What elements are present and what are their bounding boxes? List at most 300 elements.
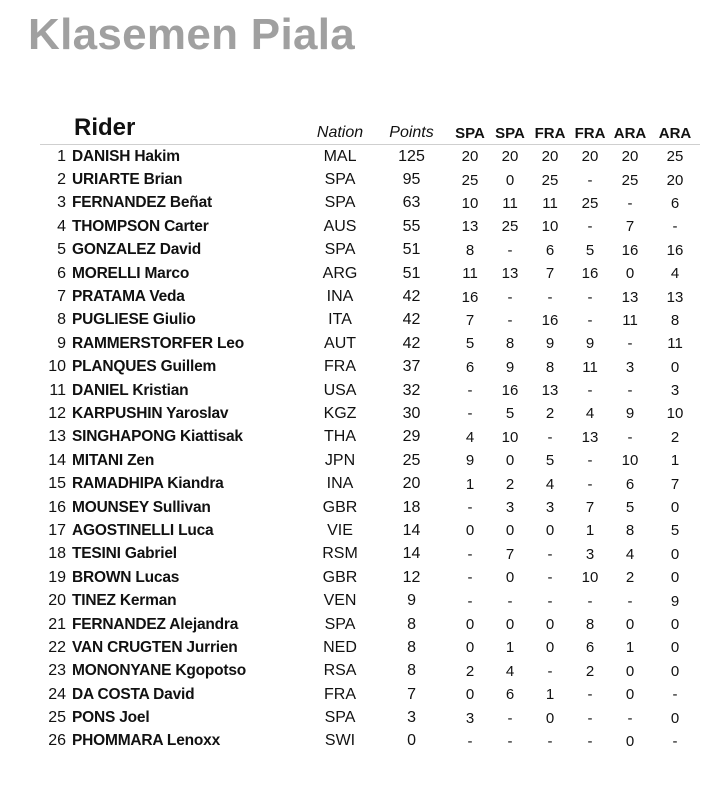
rider-name-cell: BROWN Lucas <box>72 568 180 586</box>
points-column-header: Points <box>373 112 450 145</box>
race-result-cell: - <box>587 686 593 704</box>
points-cell: 8 <box>407 638 416 656</box>
race-result-cell: 7 <box>465 311 475 329</box>
nation-cell: GBR <box>322 568 358 586</box>
race-result-cell: - <box>587 709 593 727</box>
nation-cell: FRA <box>324 685 357 703</box>
race-column-header: ARA <box>650 112 700 145</box>
race-result-cell: 0 <box>625 732 635 750</box>
rider-name-cell: MITANI Zen <box>72 451 155 469</box>
points-cell: 37 <box>402 358 421 376</box>
nation-cell: SPA <box>324 615 356 633</box>
race-result-cell: 6 <box>625 475 635 493</box>
race-result-cell: 5 <box>505 405 515 423</box>
points-cell: 18 <box>402 498 421 516</box>
race-result-cell: - <box>672 732 678 750</box>
race-result-cell: 0 <box>505 616 515 633</box>
rider-name-cell: FERNANDEZ Alejandra <box>72 615 239 633</box>
race-result-cell: 5 <box>465 335 475 353</box>
race-result-cell: 25 <box>581 194 599 212</box>
race-result-cell: 8 <box>585 616 595 633</box>
points-cell: 29 <box>402 428 421 446</box>
race-result-cell: 4 <box>545 475 555 493</box>
race-result-cell: 0 <box>670 569 680 587</box>
race-result-cell: 11 <box>542 194 558 212</box>
race-result-cell: 0 <box>505 171 515 189</box>
table-row <box>40 589 700 612</box>
race-result-cell: - <box>547 592 553 610</box>
race-result-cell: 0 <box>670 709 680 727</box>
table-row <box>40 543 700 566</box>
race-result-cell: 0 <box>625 662 635 680</box>
nation-cell: INA <box>326 288 354 306</box>
race-result-cell: 9 <box>505 358 515 376</box>
points-cell: 42 <box>402 288 421 306</box>
race-result-cell: 0 <box>670 358 680 376</box>
race-result-cell: 7 <box>505 545 515 563</box>
points-cell: 42 <box>402 311 421 329</box>
rider-name-cell: DA COSTA David <box>72 685 195 703</box>
race-result-cell: 8 <box>505 335 515 353</box>
table-row <box>40 262 700 285</box>
rider-name-cell: DANISH Hakim <box>72 147 180 165</box>
race-result-cell: 8 <box>545 358 555 376</box>
race-result-cell: 11 <box>462 265 478 283</box>
table-row <box>40 402 700 425</box>
table-row <box>40 379 700 402</box>
rider-name-cell: PUGLIESE Giulio <box>72 311 196 329</box>
race-result-cell: 0 <box>625 616 635 633</box>
race-result-cell: 7 <box>625 218 635 236</box>
race-result-cell: 9 <box>625 405 635 423</box>
race-result-cell: - <box>467 732 473 750</box>
rider-name-cell: PRATAMA Veda <box>72 288 185 306</box>
race-result-cell: 11 <box>622 311 638 329</box>
race-result-cell: 20 <box>621 148 639 166</box>
race-result-cell: 0 <box>670 616 680 633</box>
nation-cell: SPA <box>324 171 356 189</box>
race-result-cell: 10 <box>621 452 639 470</box>
rider-name-cell: GONZALEZ David <box>72 241 201 259</box>
race-result-cell: - <box>467 499 473 517</box>
race-result-cell: - <box>587 382 593 400</box>
nation-cell: AUS <box>323 217 357 235</box>
position-cell: 11 <box>49 381 66 399</box>
points-cell: 8 <box>407 615 416 633</box>
race-result-cell: 0 <box>465 686 475 704</box>
race-result-cell: 3 <box>465 709 475 727</box>
race-result-cell: 1 <box>465 475 475 493</box>
race-result-cell: 9 <box>545 335 555 353</box>
race-result-cell: 8 <box>465 241 475 259</box>
race-result-cell: 11 <box>502 194 518 212</box>
nation-cell: ITA <box>328 311 352 329</box>
race-result-cell: 4 <box>585 405 595 423</box>
position-cell: 22 <box>48 638 66 656</box>
race-result-cell: 25 <box>621 171 639 189</box>
race-result-cell: 8 <box>625 522 635 540</box>
points-cell: 51 <box>402 264 421 282</box>
race-result-cell: 8 <box>670 311 680 329</box>
race-result-cell: 1 <box>545 686 555 704</box>
race-result-cell: 2 <box>585 662 595 680</box>
race-result-cell: - <box>507 732 513 750</box>
race-result-cell: - <box>587 452 593 470</box>
race-result-cell: 16 <box>541 311 559 329</box>
position-cell: 1 <box>57 147 66 165</box>
nation-cell: RSA <box>323 662 357 680</box>
table-row <box>40 192 700 215</box>
race-result-cell: 13 <box>461 218 479 236</box>
race-result-cell: 13 <box>501 265 519 283</box>
race-result-cell: - <box>507 241 513 259</box>
points-cell: 3 <box>407 709 416 727</box>
race-result-cell: - <box>467 545 473 563</box>
race-result-cell: - <box>627 428 633 446</box>
position-cell: 20 <box>48 592 66 610</box>
rider-name-cell: TESINI Gabriel <box>72 545 177 563</box>
race-result-cell: 13 <box>621 288 639 306</box>
race-result-cell: - <box>627 592 633 610</box>
race-column-header: FRA <box>530 112 570 145</box>
nation-cell: RSM <box>322 545 358 563</box>
race-result-cell: 2 <box>505 475 515 493</box>
nation-cell: MAL <box>323 147 357 165</box>
race-result-cell: - <box>547 288 553 306</box>
nation-cell: SWI <box>324 732 356 750</box>
table-row <box>40 660 700 683</box>
nation-cell: INA <box>326 475 354 493</box>
nation-cell: NED <box>323 638 357 656</box>
race-result-cell: - <box>587 218 593 236</box>
points-cell: 55 <box>402 217 421 235</box>
race-result-cell: - <box>627 194 633 212</box>
race-result-cell: - <box>547 662 553 680</box>
position-cell: 14 <box>48 451 66 469</box>
points-cell: 51 <box>402 241 421 259</box>
position-cell: 10 <box>48 358 66 376</box>
table-row <box>40 636 700 659</box>
nation-cell: ARG <box>322 264 358 282</box>
points-cell: 0 <box>407 732 416 750</box>
race-result-cell: 1 <box>505 639 515 657</box>
race-result-cell: 0 <box>670 499 680 517</box>
page-title: Klasemen Piala <box>28 10 356 59</box>
race-column-header: SPA <box>490 112 530 145</box>
race-result-cell: 16 <box>621 241 639 259</box>
position-cell: 25 <box>48 709 66 727</box>
points-cell: 7 <box>407 685 416 703</box>
race-result-cell: 0 <box>505 522 515 540</box>
table-row <box>40 519 700 542</box>
race-result-cell: - <box>547 428 553 446</box>
rider-name-cell: KARPUSHIN Yaroslav <box>72 404 229 422</box>
rider-name-cell: FERNANDEZ Beñat <box>72 194 212 212</box>
race-result-cell: - <box>467 569 473 587</box>
position-cell: 9 <box>57 334 66 352</box>
position-cell: 21 <box>48 615 66 633</box>
points-cell: 14 <box>402 545 421 563</box>
position-cell: 18 <box>48 545 66 563</box>
nation-cell: SPA <box>324 241 356 259</box>
nation-cell: FRA <box>324 358 357 376</box>
race-result-cell: - <box>627 709 633 727</box>
race-result-cell: - <box>587 732 593 750</box>
race-result-cell: 5 <box>545 452 555 470</box>
race-result-cell: - <box>507 311 513 329</box>
table-row <box>40 496 700 519</box>
position-cell: 16 <box>48 498 66 516</box>
race-result-cell: - <box>587 288 593 306</box>
table-row <box>40 356 700 379</box>
race-result-cell: 25 <box>541 171 559 189</box>
nation-cell: JPN <box>324 451 356 469</box>
race-result-cell: - <box>547 569 553 587</box>
race-result-cell: 0 <box>505 452 515 470</box>
table-row <box>40 449 700 472</box>
points-cell: 20 <box>402 475 421 493</box>
table-row <box>40 285 700 308</box>
race-result-cell: - <box>547 732 553 750</box>
position-cell: 4 <box>57 217 66 235</box>
table-row <box>40 309 700 332</box>
position-cell: 3 <box>57 194 66 212</box>
race-result-cell: 0 <box>670 662 680 680</box>
nation-cell: GBR <box>322 498 358 516</box>
points-cell: 42 <box>402 334 421 352</box>
table-body <box>40 145 700 754</box>
race-result-cell: 6 <box>670 194 680 212</box>
race-result-cell: 6 <box>465 358 475 376</box>
race-result-cell: - <box>627 335 633 353</box>
race-result-cell: 0 <box>465 639 475 657</box>
race-result-cell: 16 <box>461 288 479 306</box>
race-result-cell: 10 <box>461 194 479 212</box>
race-result-cell: 10 <box>501 428 519 446</box>
race-result-cell: 20 <box>541 148 559 166</box>
position-cell: 24 <box>48 685 66 703</box>
race-result-cell: - <box>587 592 593 610</box>
table-row <box>40 566 700 589</box>
nation-cell: AUT <box>324 334 357 352</box>
race-result-cell: 2 <box>670 428 680 446</box>
race-column-header: ARA <box>610 112 650 145</box>
rider-name-cell: THOMPSON Carter <box>72 217 209 235</box>
race-result-cell: 13 <box>541 382 559 400</box>
race-result-cell: - <box>507 709 513 727</box>
race-result-cell: - <box>467 405 473 423</box>
points-cell: 12 <box>402 568 421 586</box>
race-result-cell: 11 <box>667 335 683 353</box>
rider-name-cell: URIARTE Brian <box>72 171 183 189</box>
position-cell: 17 <box>48 521 66 539</box>
table-row <box>40 215 700 238</box>
table-row <box>40 706 700 729</box>
race-result-cell: 9 <box>465 452 475 470</box>
race-result-cell: 13 <box>581 428 599 446</box>
race-result-cell: 0 <box>670 545 680 563</box>
race-result-cell: 4 <box>625 545 635 563</box>
race-result-cell: 6 <box>505 686 515 704</box>
race-result-cell: 11 <box>582 358 598 376</box>
race-result-cell: 13 <box>666 288 684 306</box>
race-result-cell: - <box>587 475 593 493</box>
position-cell: 23 <box>48 662 66 680</box>
race-result-cell: 0 <box>545 709 555 727</box>
race-column-header: FRA <box>570 112 610 145</box>
rider-name-cell: PHOMMARA Lenoxx <box>72 732 220 750</box>
rider-name-cell: SINGHAPONG Kiattisak <box>72 428 243 446</box>
race-result-cell: 10 <box>541 218 559 236</box>
race-result-cell: - <box>587 311 593 329</box>
table-row <box>40 472 700 495</box>
race-result-cell: - <box>627 382 633 400</box>
race-result-cell: 4 <box>465 428 475 446</box>
race-result-cell: 0 <box>625 686 635 704</box>
points-cell: 95 <box>402 171 421 189</box>
table-header <box>40 112 700 145</box>
race-result-cell: - <box>507 592 513 610</box>
points-cell: 63 <box>402 194 421 212</box>
race-result-cell: 6 <box>585 639 595 657</box>
nation-column-header: Nation <box>307 112 373 145</box>
race-result-cell: 16 <box>581 265 599 283</box>
rider-name-cell: MOUNSEY Sullivan <box>72 498 211 516</box>
nation-cell: VIE <box>327 521 353 539</box>
rider-name-cell: MONONYANE Kgopotso <box>72 662 247 680</box>
race-result-cell: - <box>467 592 473 610</box>
table-row <box>40 145 700 169</box>
position-cell: 2 <box>57 171 66 189</box>
race-result-cell: 20 <box>666 171 684 189</box>
race-result-cell: 20 <box>581 148 599 166</box>
rider-name-cell: TINEZ Kerman <box>72 592 177 610</box>
race-result-cell: 5 <box>585 241 595 259</box>
position-cell: 26 <box>48 732 66 750</box>
position-cell: 8 <box>57 311 66 329</box>
race-result-cell: - <box>507 288 513 306</box>
race-column-header: SPA <box>450 112 490 145</box>
position-cell: 5 <box>57 241 66 259</box>
points-cell: 14 <box>402 521 421 539</box>
race-result-cell: 1 <box>585 522 595 540</box>
race-result-cell: 3 <box>670 382 680 400</box>
nation-cell: SPA <box>324 194 356 212</box>
rider-name-cell: AGOSTINELLI Luca <box>72 521 214 539</box>
race-result-cell: 4 <box>505 662 515 680</box>
table-row <box>40 426 700 449</box>
race-result-cell: 25 <box>666 148 684 166</box>
race-result-cell: 0 <box>545 522 555 540</box>
race-result-cell: 7 <box>670 475 680 493</box>
position-cell: 13 <box>48 428 66 446</box>
race-result-cell: 10 <box>581 569 599 587</box>
rider-name-cell: MORELLI Marco <box>72 264 190 282</box>
position-cell: 19 <box>48 568 66 586</box>
race-result-cell: 9 <box>670 592 680 610</box>
rider-name-cell: PONS Joel <box>72 709 150 727</box>
race-result-cell: 20 <box>501 148 519 166</box>
rider-name-cell: RAMMERSTORFER Leo <box>72 334 244 352</box>
race-result-cell: 16 <box>666 241 684 259</box>
race-result-cell: 16 <box>501 382 519 400</box>
race-result-cell: - <box>672 218 678 236</box>
rider-name-cell: PLANQUES Guillem <box>72 358 217 376</box>
race-result-cell: - <box>672 686 678 704</box>
race-result-cell: 2 <box>545 405 555 423</box>
nation-cell: KGZ <box>323 404 357 422</box>
race-result-cell: 0 <box>545 616 555 633</box>
race-result-cell: 1 <box>670 452 680 470</box>
standings-table <box>40 112 700 753</box>
race-result-cell: 3 <box>545 499 555 517</box>
nation-cell: VEN <box>323 592 357 610</box>
race-result-cell: 10 <box>666 405 684 423</box>
rider-column-header: Rider <box>40 112 307 145</box>
race-result-cell: 4 <box>670 265 680 283</box>
position-cell: 6 <box>57 264 66 282</box>
race-result-cell: 0 <box>625 265 635 283</box>
race-result-cell: 0 <box>465 522 475 540</box>
position-cell: 7 <box>57 288 66 306</box>
rider-name-cell: RAMADHIPA Kiandra <box>72 475 224 493</box>
race-result-cell: 0 <box>505 569 515 587</box>
race-result-cell: 2 <box>465 662 475 680</box>
points-cell: 9 <box>407 592 416 610</box>
points-cell: 8 <box>407 662 416 680</box>
nation-cell: SPA <box>324 709 356 727</box>
race-result-cell: 9 <box>585 335 595 353</box>
table-row <box>40 730 700 753</box>
table-row <box>40 239 700 262</box>
table-row <box>40 168 700 191</box>
nation-cell: USA <box>323 381 357 399</box>
position-cell: 12 <box>48 404 66 422</box>
rider-name-cell: VAN CRUGTEN Jurrien <box>72 638 238 656</box>
race-result-cell: - <box>547 545 553 563</box>
race-result-cell: 2 <box>625 569 635 587</box>
race-result-cell: - <box>587 171 593 189</box>
race-result-cell: 1 <box>625 639 635 657</box>
points-cell: 30 <box>402 404 421 422</box>
position-cell: 15 <box>48 475 66 493</box>
points-cell: 32 <box>402 381 421 399</box>
race-result-cell: 20 <box>461 148 479 166</box>
race-result-cell: 25 <box>461 171 479 189</box>
race-result-cell: - <box>467 382 473 400</box>
rider-name-cell: DANIEL Kristian <box>72 381 189 399</box>
points-cell: 125 <box>398 147 425 165</box>
race-result-cell: 3 <box>585 545 595 563</box>
race-result-cell: 7 <box>545 265 555 283</box>
table-row <box>40 683 700 706</box>
race-result-cell: 3 <box>505 499 515 517</box>
race-result-cell: 5 <box>625 499 635 517</box>
table-row <box>40 613 700 636</box>
race-result-cell: 0 <box>670 639 680 657</box>
race-result-cell: 5 <box>670 522 680 540</box>
header-row <box>40 112 700 145</box>
table-row <box>40 332 700 355</box>
race-result-cell: 0 <box>465 616 475 633</box>
race-result-cell: 7 <box>585 499 595 517</box>
race-result-cell: 0 <box>545 639 555 657</box>
race-result-cell: 6 <box>545 241 555 259</box>
points-cell: 25 <box>402 451 421 469</box>
nation-cell: THA <box>324 428 357 446</box>
race-result-cell: 3 <box>625 358 635 376</box>
race-result-cell: 25 <box>501 218 519 236</box>
